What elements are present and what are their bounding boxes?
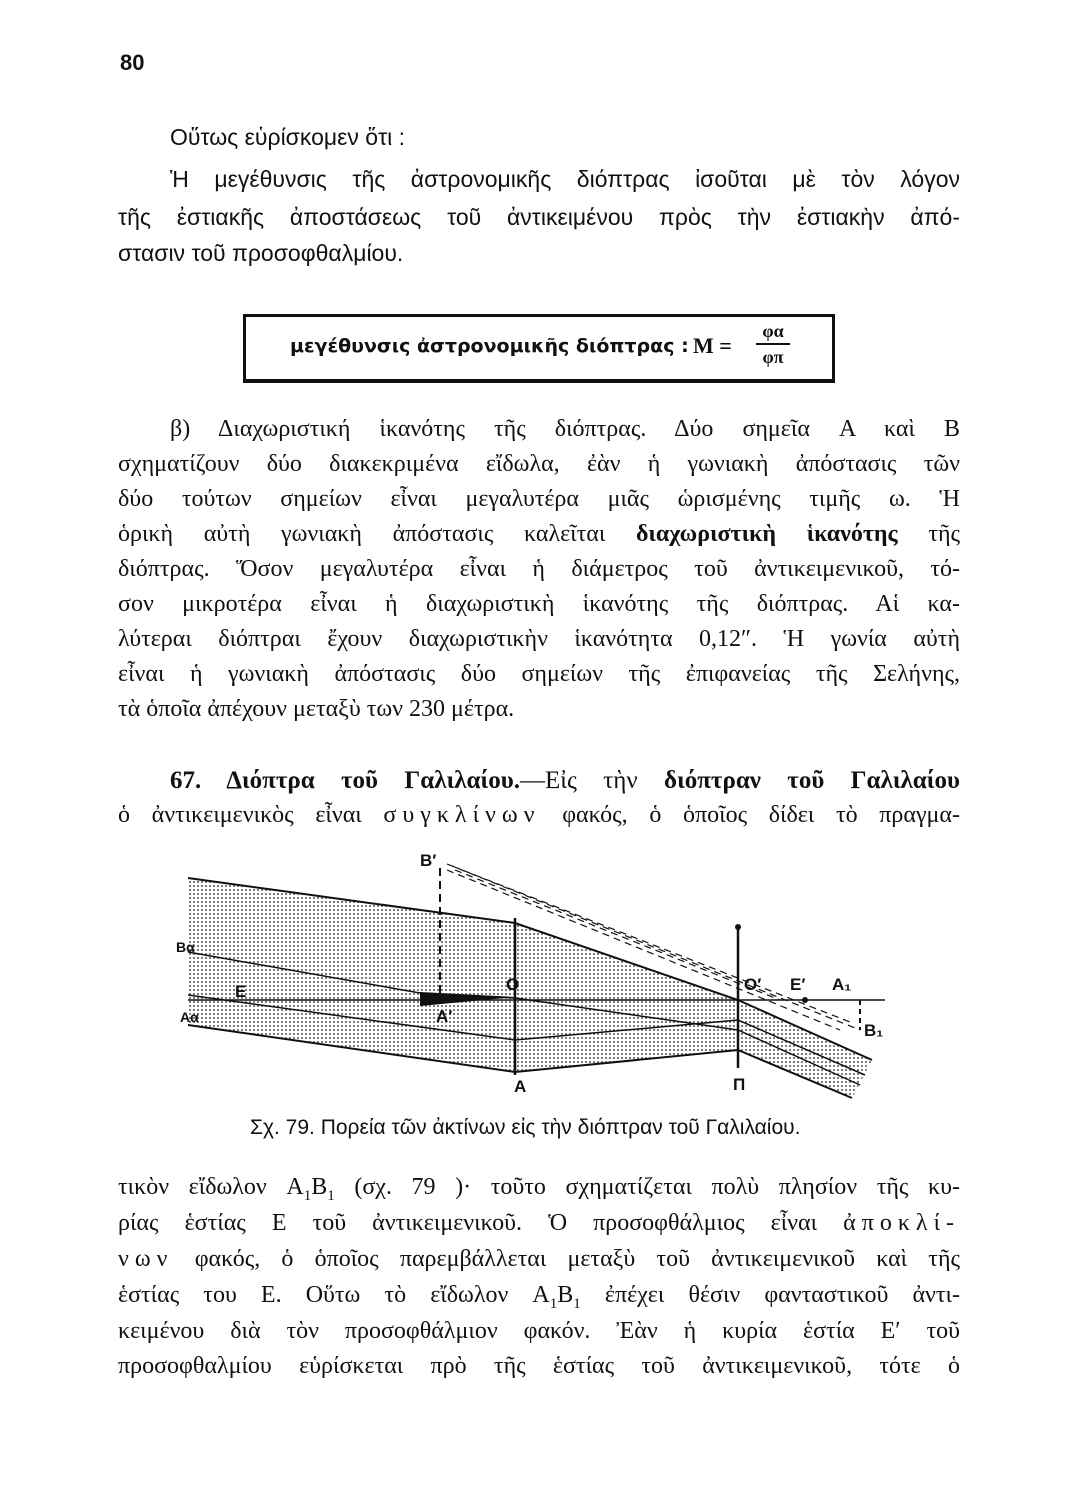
formula-fraction [756, 319, 790, 369]
spaced-term: ἀποκλί- [843, 1210, 961, 1236]
label-a: A [514, 1077, 527, 1096]
text: B [557, 1282, 574, 1308]
label-o-prime: O′ [744, 975, 762, 994]
subscript: 1 [327, 1187, 335, 1204]
text: φακός, ὁ ὁποῖος δίδει τὸ πραγμα- [562, 802, 960, 828]
para3-line [118, 1244, 960, 1274]
text: ὁρικὴ αὐτὴ γωνιακὴ ἀπόστασις καλεῖται [118, 521, 606, 547]
para1-line: Οὕτως εὑρίσκομεν ὅτι : [170, 124, 406, 150]
formula-lhs: M = [693, 333, 732, 358]
para2-line: σον μικροτέρα εἶναι ἡ διαχωριστικὴ ἱκανότης τῆς διόπτρας. Αἱ κα- [118, 591, 960, 617]
text: —Εἰς τὴν [519, 767, 638, 794]
para1-line: Ἡ μεγέθυνσις τῆς ἀστρονομικῆς διόπτρας ἰσοῦται μὲ τὸν λόγον [170, 166, 960, 192]
bold-term: διαχωριστικὴ ἱκανότης [635, 521, 898, 547]
label-b1: B₁ [864, 1021, 884, 1040]
label-pi: Π [733, 1075, 746, 1094]
para2-line: σχηματίζουν δύο διακεκριμένα εἴδωλα, ἐὰν ἡ γωνιακὴ ἀπόστασις τῶν [118, 451, 960, 477]
section-heading: 67. Διόπτρα τοῦ Γαλιλαίου. [170, 767, 520, 794]
text: ὁ ἀντικειμενικὸς εἶναι [118, 802, 362, 828]
para3-line [118, 1172, 960, 1211]
para2-line: δύο τούτων σημείων εἶναι μεγαλυτέρα μιᾶς ὡρισμένης τιμῆς ω. Ἡ [118, 486, 960, 512]
label-e: E [235, 982, 247, 1001]
spaced-term: συγκλίνων [383, 802, 541, 828]
text: ἑστίας του E. Οὕτω τὸ εἴδωλον A [118, 1282, 550, 1308]
label-b-prime: B′ [420, 851, 437, 870]
para2-line: β) Διαχωριστική ἱκανότης τῆς διόπτρας. Δύο σημεῖα A καὶ B [170, 416, 960, 442]
para3-line [118, 1208, 960, 1238]
text: τῆς [928, 521, 961, 547]
formula-denominator: φπ [762, 347, 784, 367]
para2-line: τὰ ὁποῖα ἀπέχουν μεταξὺ των 230 μέτρα. [118, 696, 515, 722]
bold-term: διόπτραν τοῦ Γαλιλαίου [664, 767, 960, 794]
para3-line: προσοφθαλμίου εὑρίσκεται πρὸ τῆς ἑστίας τοῦ ἀντικειμενικοῦ, τότε ὁ [118, 1353, 960, 1379]
para2-line: διόπτρας. Ὅσον μεγαλυτέρα εἶναι ἡ διάμετρος τοῦ ἀντικειμενικοῦ, τό- [118, 556, 960, 582]
label-e-prime: E′ [790, 975, 806, 994]
para3-line [118, 1280, 960, 1319]
para2-line [118, 519, 960, 549]
label-o: O [506, 975, 520, 994]
galileo-telescope-diagram [170, 840, 890, 1110]
section-line [118, 800, 960, 830]
formula-box [243, 314, 835, 383]
formula-label: μεγέθυνσις ἀστρονομικῆς διόπτρας : [290, 335, 689, 357]
section-heading-line [170, 766, 960, 796]
label-a-prime: A′ [436, 1007, 453, 1026]
text: ἐπέχει θέσιν φανταστικοῦ ἀντι- [580, 1282, 960, 1308]
text: φακός, ὁ ὁποῖος παρεμβάλλεται μεταξὺ τοῦ ἀντικειμενικοῦ καὶ τῆς [194, 1246, 961, 1272]
para1-line: στασιν τοῦ προσοφθαλμίου. [118, 240, 404, 266]
spaced-term: νων [118, 1246, 174, 1272]
figure-caption: Σχ. 79. Πορεία τῶν ἀκτίνων εἰς τὴν διόπτραν τοῦ Γαλιλαίου. [250, 1116, 801, 1139]
para2-line: εἶναι ἡ γωνιακὴ ἀπόστασις δύο σημείων τῆς ἐπιφανείας τῆς Σελήνης, [118, 661, 960, 687]
subscript: 1 [303, 1187, 312, 1204]
page-number: 80 [120, 50, 145, 75]
formula-numerator: φα [756, 319, 790, 345]
label-a-alpha: Aα [180, 1009, 199, 1025]
para2-line: λύτεραι διόπτραι ἔχουν διαχωριστικὴν ἱκανότητα 0,12″. Ἡ γωνία αὐτὴ [118, 626, 960, 652]
para3-line: κειμένου διὰ τὸν προσοφθάλμιον φακόν. Ἐὰν ἡ κυρία ἑστία E′ τοῦ [118, 1318, 960, 1344]
label-b-alpha: Bα [176, 939, 195, 955]
text: ρίας ἑστίας E τοῦ ἀντικειμενικοῦ. Ὁ προσοφθάλμιος εἶναι [118, 1210, 818, 1236]
label-a1: A₁ [832, 975, 852, 994]
text: (σχ. 79 )· τοῦτο σχηματίζεται πολὺ πλησίον τῆς κυ- [334, 1174, 960, 1200]
subscript: 1 [549, 1295, 558, 1312]
text: B [311, 1174, 328, 1200]
subscript: 1 [573, 1295, 581, 1312]
text: τικὸν εἴδωλον A [118, 1174, 304, 1200]
light-beam [188, 878, 872, 1098]
para1-line: τῆς ἐστιακῆς ἀποστάσεως τοῦ ἀντικειμένου πρὸς τὴν ἐστιακὴν ἀπό- [118, 204, 960, 230]
